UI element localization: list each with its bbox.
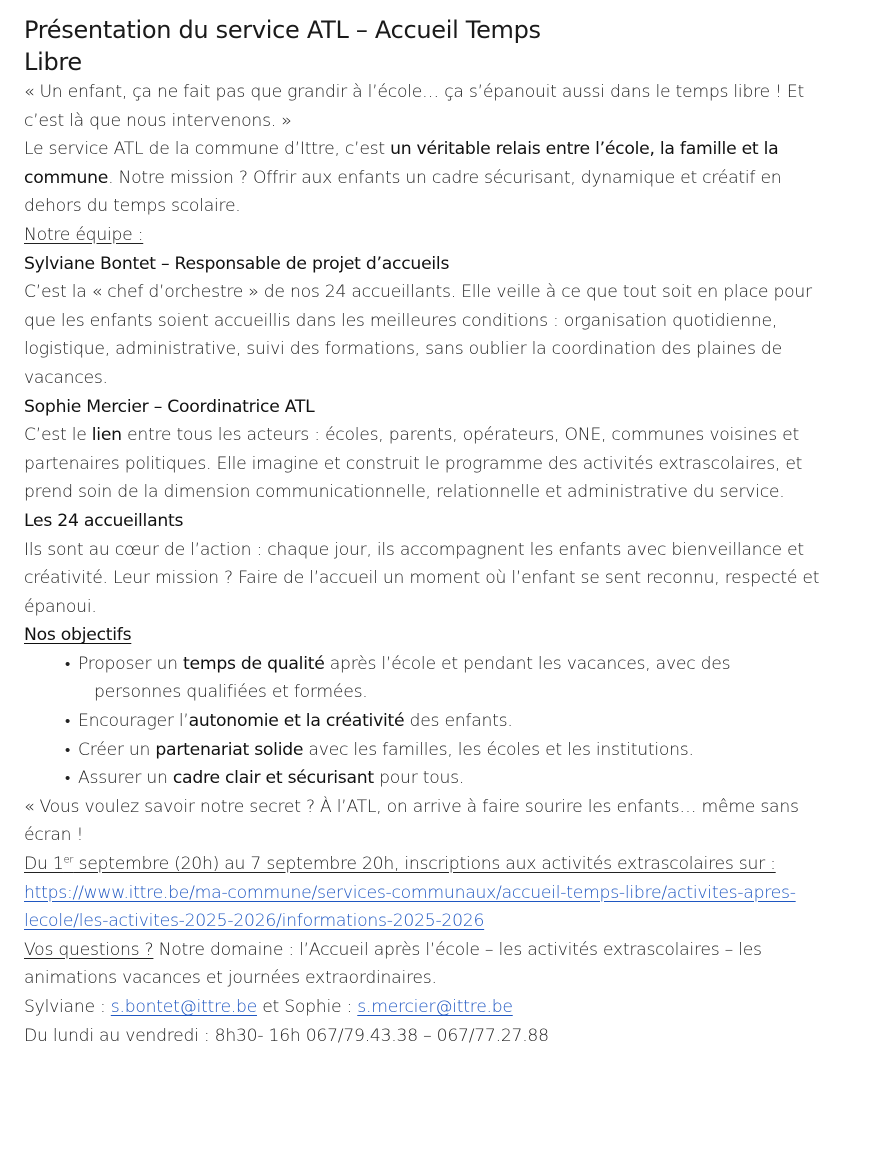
mission-post: . Notre mission ? Offrir aux enfants un cadre sécurisant, dynamique et créatif en dehors du temps scolaire.	[24, 167, 782, 217]
objective-highlight: autonomie et la créativité	[188, 711, 405, 732]
mission-pre: Le service ATL de la commune d’Ittre, c’est	[24, 139, 391, 160]
objective-pre: Proposer un	[78, 653, 184, 674]
bullet-icon: •	[65, 740, 71, 759]
objective-highlight: temps de qualité	[183, 653, 325, 674]
registration-link-line	[24, 879, 844, 936]
objective-post: des enfants.	[404, 711, 513, 732]
objective-post: après l’école et pendant les vacances, avec des	[324, 653, 731, 674]
objective-continuation: personnes qualifiées et formées.	[94, 682, 368, 703]
sylviane-label: Sylviane :	[24, 997, 111, 1017]
objective-highlight: cadre clair et sécurisant	[172, 768, 374, 789]
bullet-icon: •	[65, 654, 71, 673]
registration-sup: er	[63, 854, 74, 866]
member-name-accueillants: Les 24 accueillants	[24, 510, 184, 531]
member-name-sophie: Sophie Mercier – Coordinatrice ATL	[24, 396, 315, 417]
contact-emails	[24, 993, 844, 1022]
objective-item	[65, 707, 844, 736]
objective-post: pour tous.	[373, 768, 465, 789]
objectives-heading: Nos objectifs	[24, 625, 132, 646]
intro-mission	[24, 135, 844, 221]
objective-post: avec les familles, les écoles et les institutions.	[303, 739, 694, 760]
objective-item	[65, 650, 844, 707]
objective-pre: Encourager l’	[78, 711, 189, 732]
sophie-label: et Sophie :	[256, 997, 358, 1017]
member-desc-sylviane: C’est la « chef d’orchestre » de nos 24 accueillants. Elle veille à ce que tout soit en place pour que les enfants soient accueillis dans les meilleures conditions : organisation quotidienne, logistique, administrative, suivi des formations, sans oublier la coordination des plaines de vacances.	[24, 282, 812, 388]
domain-text: Notre domaine : l’Accueil après l’école – les activités extrascolaires – les animations vacances et journées extraordinaires.	[24, 939, 762, 989]
contact-hours: Du lundi au vendredi : 8h30- 16h 067/79.43.38 – 067/77.27.88	[24, 1025, 549, 1046]
document-page	[24, 14, 844, 1050]
objective-highlight: partenariat solide	[155, 739, 304, 760]
team-heading: Notre équipe :	[24, 224, 144, 245]
registration-link[interactable]: https://www.ittre.be/ma-commune/services-communaux/accueil-temps-libre/activites-apres-lecole/les-activites-2025-2026/informations-2025-2026	[24, 882, 796, 932]
sophie-desc-pre: C’est le	[24, 425, 92, 446]
secret-quote: « Vous voulez savoir notre secret ? À l’ATL, on arrive à faire sourire les enfants… même sans écran !	[24, 796, 799, 846]
contact-domain	[24, 936, 844, 993]
member-name-sylviane: Sylviane Bontet – Responsable de projet d’accueils	[24, 253, 450, 274]
sophie-desc-post: entre tous les acteurs : écoles, parents, opérateurs, ONE, communes voisines et partenaires politiques. Elle imagine et construit le programme des activités extrascolaires, et prend soin de la dimension communicationnelle, relationnelle et administrative du service.	[24, 425, 803, 503]
bullet-icon: •	[65, 769, 71, 788]
objective-pre: Assurer un	[78, 768, 173, 789]
registration-notice	[24, 850, 844, 879]
registration-post: septembre (20h) au 7 septembre 20h, inscriptions aux activités extrascolaires sur :	[73, 854, 776, 875]
page-title: Présentation du service ATL – Accueil Temps Libre	[24, 16, 541, 76]
member-desc-sophie	[24, 421, 844, 507]
member-desc-accueillants: Ils sont au cœur de l’action : chaque jour, ils accompagnent les enfants avec bienveillance et créativité. Leur mission ? Faire de l’accueil un moment où l’enfant se sent reconnu, respecté et épanoui.	[24, 539, 820, 617]
questions-label: Vos questions ?	[24, 939, 154, 960]
objectives-list	[24, 650, 844, 793]
sylviane-email-link[interactable]: s.bontet@ittre.be	[110, 997, 257, 1017]
objective-pre: Créer un	[78, 739, 156, 760]
sophie-desc-highlight: lien	[91, 425, 122, 446]
intro-quote: « Un enfant, ça ne fait pas que grandir à l’école… ça s’épanouit aussi dans le temps libre ! Et c’est là que nous intervenons. »	[24, 82, 805, 131]
objective-item	[65, 764, 844, 793]
mission-highlight: un véritable relais entre l’école, la famille et la commune	[24, 139, 779, 188]
registration-pre: Du 1	[24, 854, 64, 875]
objective-item	[65, 736, 844, 765]
sophie-email-link[interactable]: s.mercier@ittre.be	[357, 997, 513, 1017]
bullet-icon: •	[65, 712, 71, 731]
